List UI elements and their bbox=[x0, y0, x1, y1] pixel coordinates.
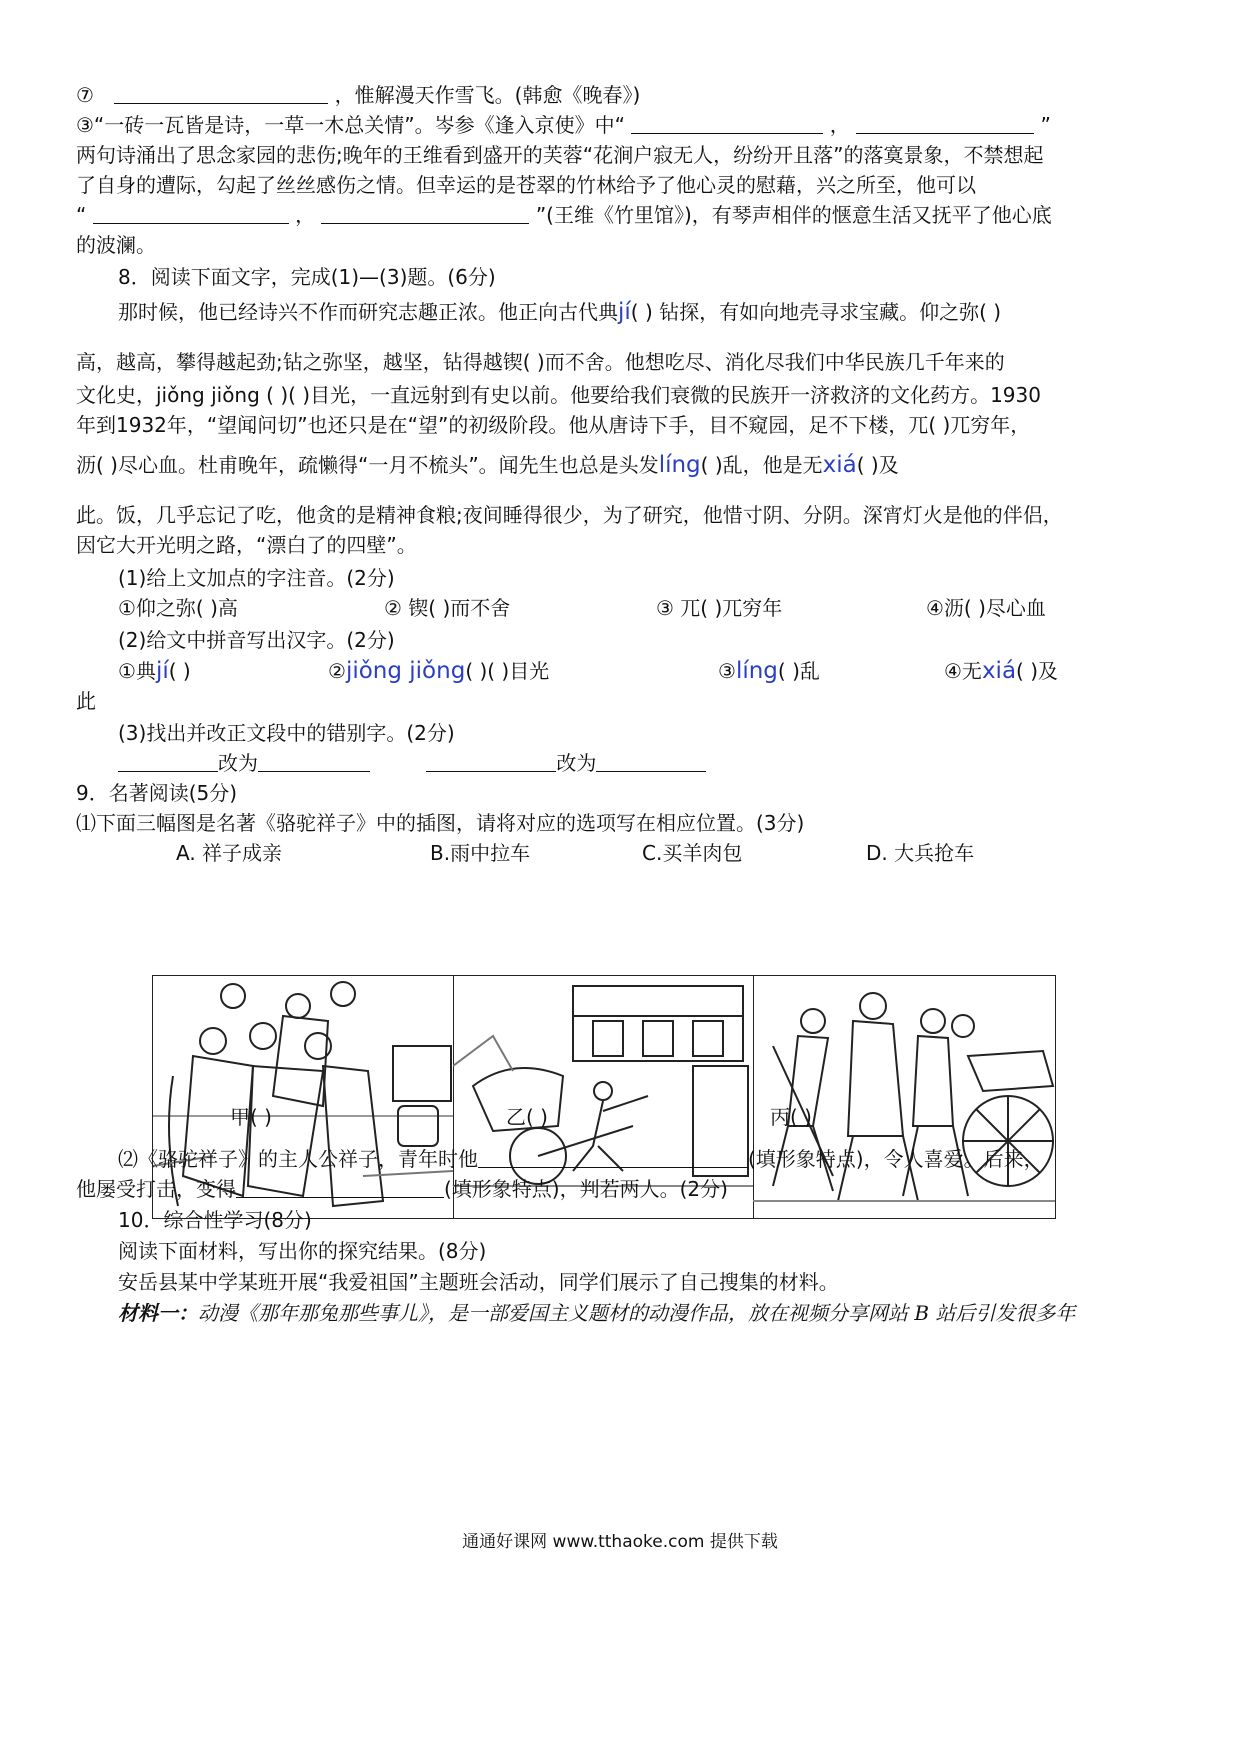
q10-title: 10．综合性学习(8分) bbox=[118, 1208, 312, 1232]
q7-line-7 bbox=[76, 80, 640, 110]
answer-paren[interactable]: ( )乱 bbox=[777, 659, 820, 683]
answer-blank[interactable] bbox=[856, 111, 1034, 134]
pinyin: xiá bbox=[981, 658, 1017, 684]
option-d: D. 大兵抢车 bbox=[866, 841, 975, 865]
poem-text: ③“一砖一瓦皆是诗，一草一木总关情”。岑参《逢入京使》中“ bbox=[76, 113, 626, 137]
punctuation: ， bbox=[295, 203, 316, 227]
question-text: ⑵《骆驼祥子》的主人公祥子，青年时他 bbox=[118, 1147, 478, 1171]
q7-text-line: 两句诗涌出了思念家园的悲伤;晚年的王维看到盛开的芙蓉“花涧户寂无人，纷纷开且落”的落寞景象，不禁想起 bbox=[76, 143, 1044, 167]
page-footer: 通通好课网 www.tthaoke.com 提供下载 bbox=[462, 1532, 778, 1552]
label-jia[interactable]: 甲( ) bbox=[230, 1105, 272, 1129]
punctuation: ， bbox=[829, 113, 850, 137]
answer-paren[interactable]: ( )( )目光 bbox=[465, 659, 550, 683]
passage-text: 沥( )尽心血。杜甫晚年，疏懒得“一月不梳头”。闻先生也总是头发 bbox=[76, 453, 659, 477]
q9-sub1-title: ⑴下面三幅图是名著《骆驼祥子》中的插图，请将对应的选项写在相应位置。(3分) bbox=[76, 811, 805, 835]
q7-text-line: 的波澜。 bbox=[76, 233, 156, 257]
q8-passage-line bbox=[76, 450, 899, 480]
illustration-panel-bing bbox=[753, 976, 1055, 1218]
passage-text: ( ) 钻探，有如向地壳寻求宝藏。仰之弥( ) bbox=[630, 300, 1002, 324]
answer-blank[interactable] bbox=[631, 111, 823, 134]
pinyin: jiǒng jiǒng bbox=[345, 658, 466, 684]
q8-sub2-tail: 此 bbox=[76, 689, 96, 713]
option-b: B.雨中拉车 bbox=[430, 841, 531, 865]
pinyin: jí bbox=[155, 658, 169, 684]
q9-sub2-line2 bbox=[76, 1174, 728, 1204]
material-text: 动漫《那年那兔那些事儿》，是一部爱国主义题材的动漫作品，放在视频分享网站 B 站后引发很多年 bbox=[198, 1301, 1076, 1325]
material-label: 材料一： bbox=[118, 1301, 198, 1325]
pinyin: jí bbox=[618, 299, 631, 325]
sub-item bbox=[944, 656, 1058, 686]
pinyin: líng bbox=[658, 452, 701, 478]
item-label: ③ bbox=[718, 659, 736, 683]
illustration-labels bbox=[150, 1102, 1050, 1132]
q7-text-line: 了自身的遭际，勾起了丝丝感伤之情。但幸运的是苍翠的竹林给予了他心灵的慰藉，兴之所至，他可以 bbox=[76, 173, 976, 197]
option-c: C.买羊肉包 bbox=[642, 841, 743, 865]
answer-paren[interactable]: ( )及 bbox=[1016, 659, 1059, 683]
pinyin: líng bbox=[735, 658, 778, 684]
q8-sub1-title: (1)给上文加点的字注音。(2分) bbox=[118, 566, 395, 590]
answer-blank[interactable] bbox=[478, 1145, 748, 1168]
label-bing[interactable]: 丙( ) bbox=[770, 1105, 812, 1129]
q7-line-3 bbox=[76, 110, 1051, 140]
q8-sub2-title: (2)给文中拼音写出汉字。(2分) bbox=[118, 628, 395, 652]
sub-item: ② 锲( )而不舍 bbox=[384, 596, 511, 620]
q8-passage-line: 年到1932年，“望闻问切”也还只是在“望”的初级阶段。他从唐诗下手，目不窥园，足不下楼，兀( )兀穷年， bbox=[76, 413, 1031, 437]
sub-item: ①仰之弥( )高 bbox=[118, 596, 238, 620]
question-text: (填形象特点)，判若两人。(2分) bbox=[444, 1177, 728, 1201]
passage-text: ( )及 bbox=[856, 453, 899, 477]
answer-blank[interactable] bbox=[236, 1175, 444, 1198]
q10-context: 安岳县某中学某班开展“我爱祖国”主题班会活动，同学们展示了自己搜集的材料。 bbox=[118, 1270, 839, 1294]
answer-blank[interactable] bbox=[426, 749, 556, 772]
answer-blank[interactable] bbox=[321, 201, 529, 224]
item-label: ④无 bbox=[944, 659, 982, 683]
label-yi[interactable]: 乙( ) bbox=[506, 1105, 548, 1129]
q7-line-6 bbox=[76, 200, 1052, 230]
q10-material-1 bbox=[118, 1298, 1075, 1328]
soldiers-seize-rickshaw-illustration bbox=[753, 976, 1055, 1218]
item-label: ② bbox=[328, 659, 346, 683]
change-label: 改为 bbox=[218, 751, 258, 775]
punctuation: ” bbox=[1040, 113, 1051, 137]
item-label: ①典 bbox=[118, 659, 156, 683]
answer-blank[interactable] bbox=[93, 201, 289, 224]
q10-instruction: 阅读下面材料，写出你的探究结果。(8分) bbox=[118, 1239, 487, 1263]
poem-text: ，惟解漫天作雪飞。(韩愈《晚春》) bbox=[334, 83, 641, 107]
question-text: (填形象特点)，令人喜爱。后来， bbox=[748, 1147, 1044, 1171]
sub-item bbox=[718, 656, 820, 686]
answer-blank[interactable] bbox=[114, 81, 328, 104]
item-marker: ⑦ bbox=[76, 83, 94, 107]
sub-item bbox=[328, 656, 549, 686]
q8-passage-line: 因它大开光明之路，“漂白了的四壁”。 bbox=[76, 533, 417, 557]
sub-item bbox=[118, 656, 191, 686]
q8-sub1-items bbox=[118, 593, 1178, 623]
answer-blank[interactable] bbox=[258, 749, 370, 772]
q8-passage-line: 此。饭，几乎忘记了吃，他贪的是精神食粮;夜间睡得很少，为了研究，他惜寸阴、分阴。深宵灯火是他的伴侣， bbox=[76, 503, 1063, 527]
change-label: 改为 bbox=[556, 751, 597, 775]
q8-sub3-blanks bbox=[118, 748, 706, 778]
q8-passage-line: 文化史，jiǒng jiǒng ( )( )目光，一直远射到有史以前。他要给我们衰微的民族开一济救济的文化药方。1930 bbox=[76, 383, 1041, 407]
answer-paren[interactable]: ( ) bbox=[168, 659, 191, 683]
sub-item: ③ 兀( )兀穷年 bbox=[656, 596, 783, 620]
punctuation: “ bbox=[76, 203, 87, 227]
q9-sub2-line1 bbox=[118, 1144, 1044, 1174]
q8-sub3-title: (3)找出并改正文段中的错别字。(2分) bbox=[118, 721, 455, 745]
sub-item: ④沥( )尽心血 bbox=[926, 596, 1046, 620]
q8-sub2-items bbox=[118, 656, 1178, 688]
q8-passage-line: 高，越高，攀得越起劲;钻之弥坚，越坚，钻得越锲( )而不舍。他想吃尽、消化尽我们中华民族几千年来的 bbox=[76, 350, 1005, 374]
answer-blank[interactable] bbox=[118, 749, 218, 772]
pinyin: xiá bbox=[822, 452, 857, 478]
passage-text: ( )乱，他是无 bbox=[700, 453, 823, 477]
option-a: A. 祥子成亲 bbox=[176, 841, 283, 865]
passage-text: 那时候，他已经诗兴不作而研究志趣正浓。他正向古代典 bbox=[118, 300, 618, 324]
q8-title: 8．阅读下面文字，完成(1)—(3)题。(6分) bbox=[118, 265, 496, 289]
question-text: 他屡受打击，变得 bbox=[76, 1177, 236, 1201]
q8-passage-line bbox=[118, 297, 1001, 327]
poem-text: ”(王维《竹里馆》)，有琴声相伴的惬意生活又抚平了他心底 bbox=[535, 203, 1052, 227]
answer-blank[interactable] bbox=[596, 749, 706, 772]
q9-title: 9．名著阅读(5分) bbox=[76, 781, 238, 805]
q9-options bbox=[160, 838, 1060, 868]
